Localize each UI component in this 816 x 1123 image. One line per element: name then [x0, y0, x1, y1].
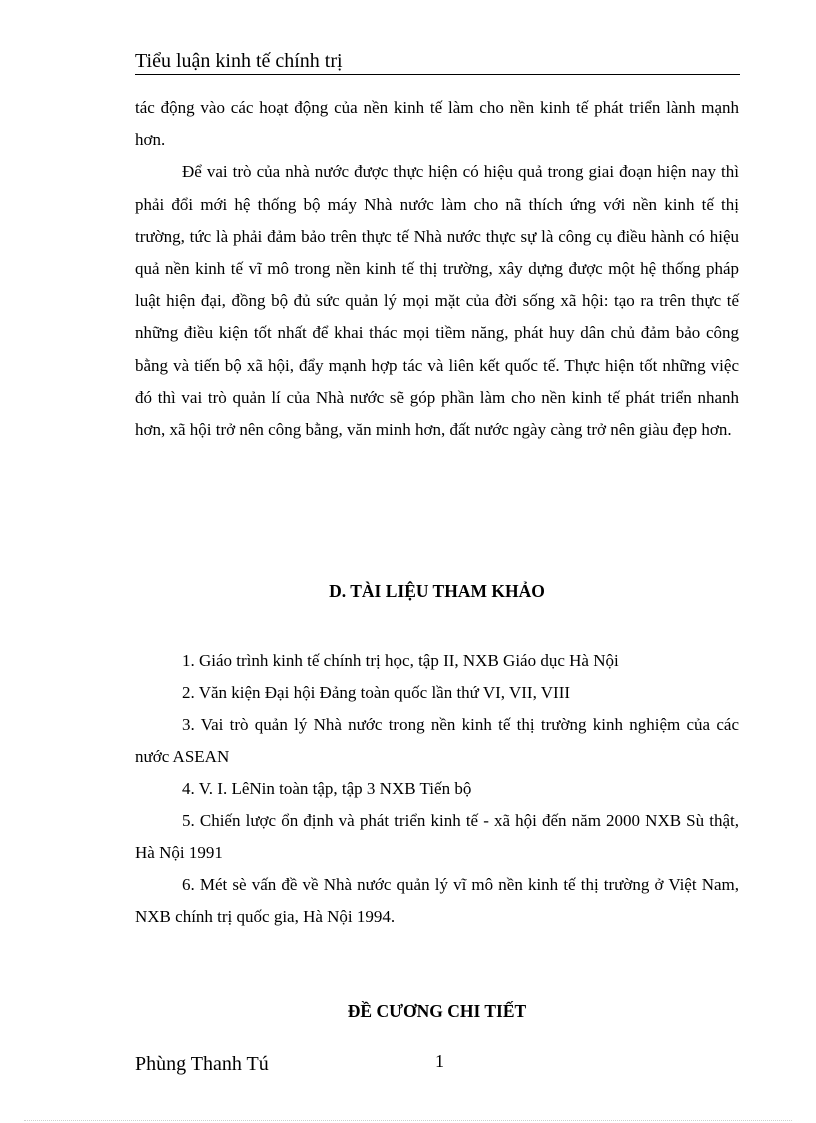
reference-item: 5. Chiến lược ổn định và phát triển kinh tế - xã hội đến năm 2000 NXB Sù thật, Hà Nội 1991: [135, 811, 739, 862]
footer-author: Phùng Thanh Tú: [135, 1053, 269, 1075]
header-title: Tiểu luận kinh tế chính trị: [135, 50, 343, 72]
page-bottom-divider: [24, 1120, 792, 1121]
page-header: [135, 48, 740, 75]
reference-item: 2. Văn kiện Đại hội Đảng toàn quốc lần thứ VI, VII, VIII: [182, 683, 571, 702]
page-number: 1: [435, 1051, 444, 1071]
outline-heading: ĐỀ CƯƠNG CHI TIẾT: [347, 1001, 527, 1021]
references-heading: D. TÀI LIỆU THAM KHẢO: [329, 581, 545, 601]
reference-item: 4. V. I. LêNin toàn tập, tập 3 NXB Tiến bộ: [182, 779, 472, 798]
reference-item: 6. Mét sè vấn đề về Nhà nước quản lý vĩ mô nền kinh tế thị trường ở Việt Nam, NXB chính trị quốc gia, Hà Nội 1994.: [135, 875, 739, 926]
paragraph-state-role: Để vai trò của nhà nước được thực hiện có hiệu quả trong giai đoạn hiện nay thì phải đổi mới hệ thống bộ máy Nhà nước làm cho nã thích ứng với nền kinh tế thị trường, tức là phải đảm bảo trên thực tế Nhà nước thực sự là công cụ điều hành có hiệu quả nền kinh tế vĩ mô trong nền kinh tế thị trường, xây dựng được một hệ thống pháp luật hiện đại, đồng bộ đủ sức quản lý mọi mặt của đời sống xã hội: tạo ra trên thực tế những điều kiện tốt nhất để khai thác mọi tiềm năng, phát huy dân chủ đảm bảo công bằng và tiến bộ xã hội, đẩy mạnh hợp tác và liên kết quốc tế. Thực hiện tốt những việc đó thì vai trò quản lí của Nhà nước sẽ góp phần làm cho nền kinh tế phát triển nhanh hơn, xã hội trở nên công bằng, văn minh hơn, đất nước ngày càng trở nên giàu đẹp hơn.: [135, 162, 739, 440]
reference-item: 3. Vai trò quản lý Nhà nước trong nền kinh tế thị trường kinh nghiệm của các nước ASEAN: [135, 715, 739, 766]
references-list: [135, 645, 739, 933]
body-text: [135, 92, 739, 446]
paragraph-continuation: tác động vào các hoạt động của nền kinh tế làm cho nền kinh tế phát triển lành mạnh hơn.: [135, 98, 739, 150]
reference-item: 1. Giáo trình kinh tế chính trị học, tập II, NXB Giáo dục Hà Nội: [182, 651, 619, 670]
